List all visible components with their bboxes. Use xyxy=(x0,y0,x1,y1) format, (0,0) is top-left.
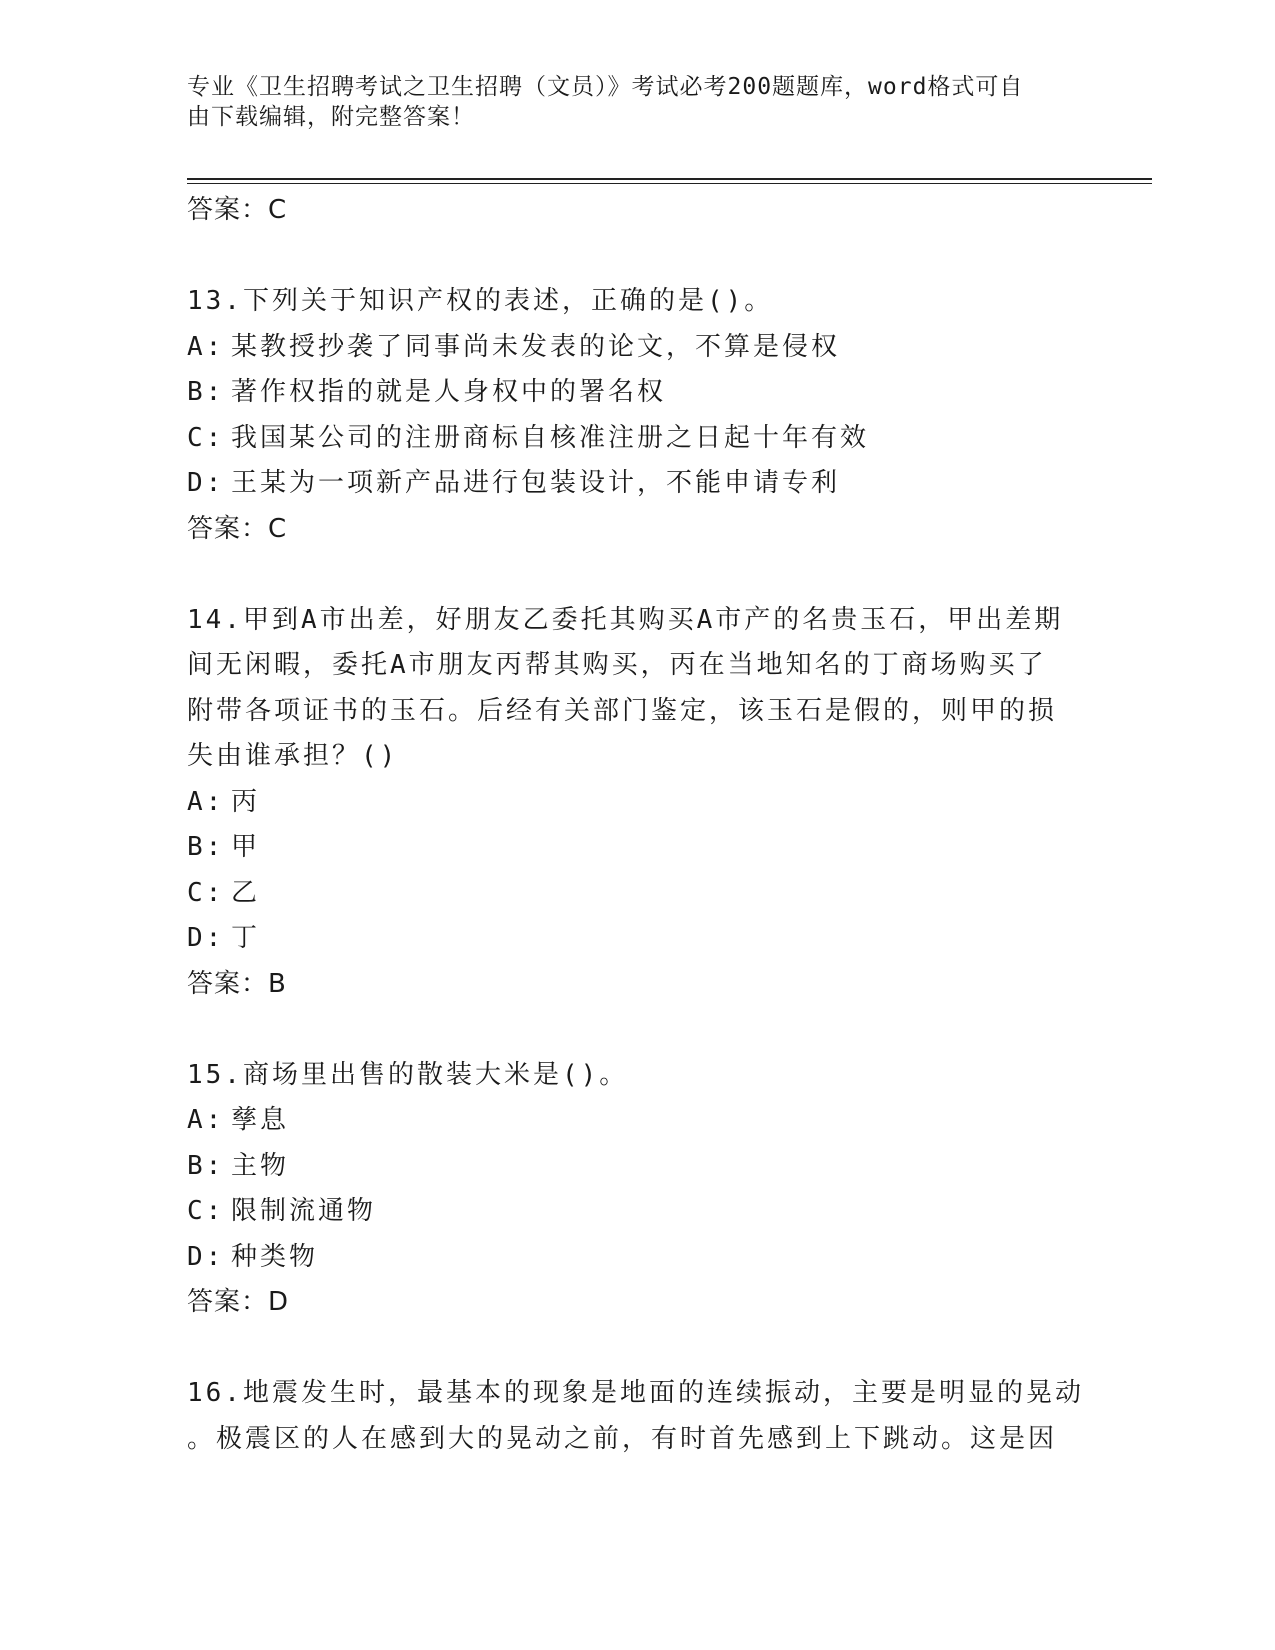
question-14-stem-line-3: 附带各项证书的玉石。后经有关部门鉴定，该玉石是假的，则甲的损 xyxy=(187,695,1058,726)
question-15-stem: 15.商场里出售的散装大米是()。 xyxy=(187,1059,629,1090)
question-13-option-c xyxy=(187,416,1087,462)
question-14-option-b xyxy=(187,825,1087,871)
question-13-option-b xyxy=(187,370,1087,416)
question-15-answer: 答案：D xyxy=(187,1287,290,1317)
option-letter: A: xyxy=(187,786,225,817)
spacer xyxy=(187,1326,1087,1372)
option-letter: C: xyxy=(187,877,225,908)
question-14 xyxy=(187,598,1087,1008)
question-13-answer: 答案：C xyxy=(187,513,288,544)
question-13-stem: 13.下列关于知识产权的表述，正确的是()。 xyxy=(187,286,774,316)
header-title-line-1: 专业《卫生招聘考试之卫生招聘（文员）》考试必考200题题库，word格式可自 xyxy=(187,74,1024,100)
question-15-option-c xyxy=(187,1189,1087,1235)
option-text: 王某为一项新产品进行包装设计，不能申请专利 xyxy=(231,468,841,498)
option-text: 孳息 xyxy=(231,1105,290,1135)
question-13-option-a xyxy=(187,325,1087,371)
option-letter: D: xyxy=(187,468,225,498)
option-letter: D: xyxy=(187,923,225,953)
question-15-option-d xyxy=(187,1235,1087,1281)
question-14-option-c xyxy=(187,871,1087,917)
previous-answer: 答案：C xyxy=(187,195,288,225)
question-16-stem-line-2: 。极震区的人在感到大的晃动之前，有时首先感到上下跳动。这是因 xyxy=(187,1423,1058,1454)
spacer xyxy=(187,1007,1087,1053)
header-divider-thick xyxy=(187,178,1152,180)
question-14-answer: 答案：B xyxy=(187,968,287,999)
question-16 xyxy=(187,1371,1087,1462)
question-15 xyxy=(187,1053,1087,1326)
option-letter: B: xyxy=(187,1150,225,1181)
question-13 xyxy=(187,279,1087,552)
option-text: 著作权指的就是人身权中的署名权 xyxy=(231,377,667,407)
option-letter: B: xyxy=(187,377,225,407)
header-title-line-2: 由下载编辑，附完整答案！ xyxy=(187,104,475,130)
option-text: 丁 xyxy=(231,923,261,953)
spacer xyxy=(187,552,1087,598)
option-text: 种类物 xyxy=(231,1241,319,1272)
option-text: 乙 xyxy=(231,877,261,908)
option-text: 我国某公司的注册商标自核准注册之日起十年有效 xyxy=(231,422,870,453)
question-15-option-b xyxy=(187,1144,1087,1190)
option-letter: B: xyxy=(187,832,225,862)
question-14-stem-line-2: 间无闲暇，委托A市朋友丙帮其购买，丙在当地知名的丁商场购买了 xyxy=(187,650,1047,680)
question-13-option-d xyxy=(187,461,1087,507)
option-text: 某教授抄袭了同事尚未发表的论文，不算是侵权 xyxy=(231,331,841,362)
question-14-option-d xyxy=(187,916,1087,962)
option-text: 甲 xyxy=(231,832,261,862)
option-text: 限制流通物 xyxy=(231,1196,377,1226)
question-14-stem-line-4: 失由谁承担？() xyxy=(187,741,399,771)
option-letter: C: xyxy=(187,422,225,453)
option-letter: C: xyxy=(187,1196,225,1226)
question-14-stem-line-1: 14.甲到A市出差，好朋友乙委托其购买A市产的名贵玉石，甲出差期 xyxy=(187,604,1064,635)
header-divider-thin xyxy=(187,183,1152,184)
option-text: 主物 xyxy=(231,1150,290,1181)
question-16-stem-line-1: 16.地震发生时，最基本的现象是地面的连续振动，主要是明显的晃动 xyxy=(187,1378,1084,1408)
question-15-option-a xyxy=(187,1098,1087,1144)
question-list xyxy=(187,188,1087,1462)
question-14-option-a xyxy=(187,780,1087,826)
option-letter: A: xyxy=(187,1105,225,1135)
option-letter: D: xyxy=(187,1241,225,1272)
spacer xyxy=(187,234,1087,280)
document-header xyxy=(187,72,1087,132)
option-letter: A: xyxy=(187,331,225,362)
option-text: 丙 xyxy=(231,786,261,817)
